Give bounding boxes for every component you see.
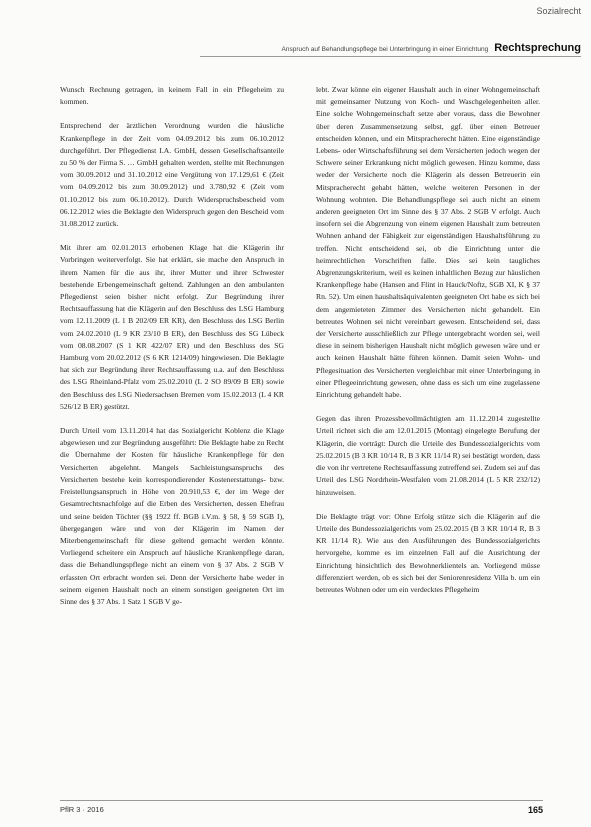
page-footer: [60, 800, 543, 815]
paragraph: Die Beklagte trägt vor: Ohne Erfolg stütze sich die Klägerin auf die Urteile des Bundessozialgerichts vom 25.02.2015 (B 3 KR 10/14 R, B 3 KR 11/14 R). Wie aus den Ausführungen des Bundessozialgerichts hervorgehe, komme es im einzelnen Fall auf die Ausrichtung der Einrichtung hinsichtlich des Bewohnerklientels an. Vorliegend müsse differenziert werden, ob es sich bei der Seniorenresidenz Villa b. um ein betreutes Wohnen oder um ein verdecktes Pflegeheim: [316, 511, 540, 594]
paragraph: Gegen das ihren Prozessbevollmächtigten am 11.12.2014 zugestellte Urteil richtet sich die am 12.01.2015 (Montag) eingelegte Berufung der Klägerin, die vorträgt: Durch die Urteile des Bundessozialgerichts vom 25.02.2015 (B 3 KR 10/14 R, B 3 KR 11/14 R) sei bestätigt worden, dass die von ihr vertretene Rechtsauffassung zutreffend sei. Zudem sei auf das Urteil des LSG Nordrhein-Westfalen vom 21.08.2014 (L 5 KR 232/12) hinzuweisen.: [316, 414, 540, 497]
rubric-title: Rechtsprechung: [494, 42, 581, 54]
running-header: [200, 42, 581, 57]
section-label: Sozialrecht: [536, 6, 581, 16]
paragraph: Mit ihrer am 02.01.2013 erhobenen Klage hat die Klägerin ihr Vorbringen weiterverfolgt. Sie hat erklärt, sie mache den Anspruch in ihrem Namen für die aus ihr, ihrer Mutter und ihrer Schwester bestehende Erbengemeinschaft geltend. Zahlungen an den ambulanten Pflegedienst seien bisher nicht erfolgt. Zur Begründung ihrer Rechtsauffassung hat die Klägerin auf den Beschluss des LSG Hamburg vom 12.11.2009 (L 1 B 202/09 ER KR), den Beschluss des LSG Berlin vom 24.02.2010 (L 9 KR 23/10 B ER), den Beschluss des SG Lübeck vom 08.08.2007 (S 1 KR 422/07 ER) und den Beschluss des SG Hamburg vom 20.02.2012 (S 6 KR 1214/09) hingewiesen. Die Beklagte hat sich zur Begründung ihrer Rechtsauffassung u.a. auf den Beschluss des LSG Rheinland-Pfalz vom 25.02.2010 (L 2 SO 89/09 B ER) sowie den Beschluss des LSG Niedersachsen Bremen vom 15.02.2013 (L 4 KR 526/12 B ER) gestützt.: [60, 243, 284, 411]
page-number: 165: [527, 805, 543, 815]
right-column: [316, 84, 540, 596]
paragraph: Durch Urteil vom 13.11.2014 hat das Sozialgericht Koblenz die Klage abgewiesen und zur Begründung ausgeführt: Die Beklagte habe zu Recht die Übernahme der Kosten für häusliche Krankenpflege für den Versicherten abgelehnt. Mangels Sachleistungsanspruchs des Versicherten bestehe kein korrespondierender Kostenerstattungs- bzw. Freistellungsanspruch in Höhe von 20.910,53 €, der im Wege der Gesamtrechtsnachfolge auf die Erben des Versicherten, dessen Ehefrau und seine beiden Töchter (§§ 1922 ff. BGB i.V.m. § 58, § 59 SGB I), übergegangen wäre und von der Klägerin im Namen der Miterbengemeinschaft für diese geltend gemacht werden könnte. Vorliegend scheitere ein Anspruch auf häusliche Krankenpflege daran, dass die Behandlungspflege nicht an einem von § 37 Abs. 2 SGB V erfassten Ort erbracht worden sei. Denn der Versicherte habe weder in seinem eigenen Haushalt noch an einem sonstigen geeigneten Ort im Sinne des § 37 Abs. 1 Satz 1 SGB V ge-: [60, 426, 284, 606]
paragraph: Entsprechend der ärztlichen Verordnung wurden die häusliche Krankenpflege in der Zeit vom 04.09.2012 bis zum 06.10.2012 durchgeführt. Der Pflegedienst I.A. GmbH, dessen Gesellschaftsanteile zu 50 % der Firma S. … GmbH gehalten werden, stellte mit Rechnungen vom 30.09.2012 und 31.10.2012 eine Vergütung von 17.129,61 € (Zeit vom 04.09.2012 bis zum 30.09.2012) und 3.780,92 € (Zeit vom 01.10.2012 bis zum 06.10.2012). Durch Widerspruchsbescheid vom 06.12.2012 wies die Beklagte den Widerspruch gegen den Bescheid vom 31.08.2012 zurück.: [60, 121, 284, 229]
left-column: [60, 84, 284, 608]
paragraph: lebt. Zwar könne ein eigener Haushalt auch in einer Wohngemeinschaft mit gemeinsamer Nutzung von Koch- und Waschgelegenheiten aller. Eine solche Wohngemeinschaft setze aber voraus, dass die Bewohner über deren Zusammensetzung selbst, ggf. über einen Betreuer entscheiden können, und ein Mitspracherecht hätten. Eine eigenständige Lebens- oder Wirtschaftsführung sei dem Versicherten jedoch wegen der Schwere seiner Erkrankung nicht möglich gewesen. Hinzu komme, dass weder der Versicherte noch die Klägerin als dessen Betreuerin ein Mitspracherecht gehabt hätten, welche weiteren Personen in der Wohnung wohnten. Die Behandlungspflege sei auch nicht an einem anderen geeigneten Ort im Sinne des § 37 Abs. 2 SGB V erfolgt. Auch insofern sei die Abgrenzung von einem eigenen Haushalt zum betreuten Wohnen anhand der Fähigkeit zur eigenständigen Haushaltsführung zu treffen. Nicht entscheidend sei, ob die Einrichtung unter die heimrechtlichen Vorschriften falle. Dies sei kein taugliches Abgrenzungskriterium, weil es keinen inhaltlichen Bezug zur häuslichen Krankenpflege habe (Hansen and Flint in Hauck/Noftz, SGB XI, K § 37 Rn. 52). Um einen haushaltsäquivalenten geeigneten Ort habe es sich bei dem angemieteten Zimmer des Versicherten nicht gehandelt. Ein betreutes Wohnen sei nicht vereinbart gewesen. Entscheidend sei, dass der Versicherte ausschließlich zur Pflege untergebracht worden sei, weil diese in seinem bisherigen Haushalt nicht möglich gewesen wäre und er auch keinen Haushalt hätte führen können. Damit seien Wohn- und Pflegesituation des Versicherten vergleichbar mit einer Unterbringung in einer Pflegeeinrichtung gewesen, ohne dass es sich um eine zugelassene Einrichtung gehandelt habe.: [316, 85, 540, 400]
running-header-subtitle: Anspruch auf Behandlungspflege bei Unterbringung in einer Einrichtung: [281, 46, 489, 53]
paragraph: Wunsch Rechnung getragen, in keinem Fall in ein Pflegeheim zu kommen.: [60, 85, 284, 107]
journal-citation: PflR 3 · 2016: [60, 805, 104, 814]
